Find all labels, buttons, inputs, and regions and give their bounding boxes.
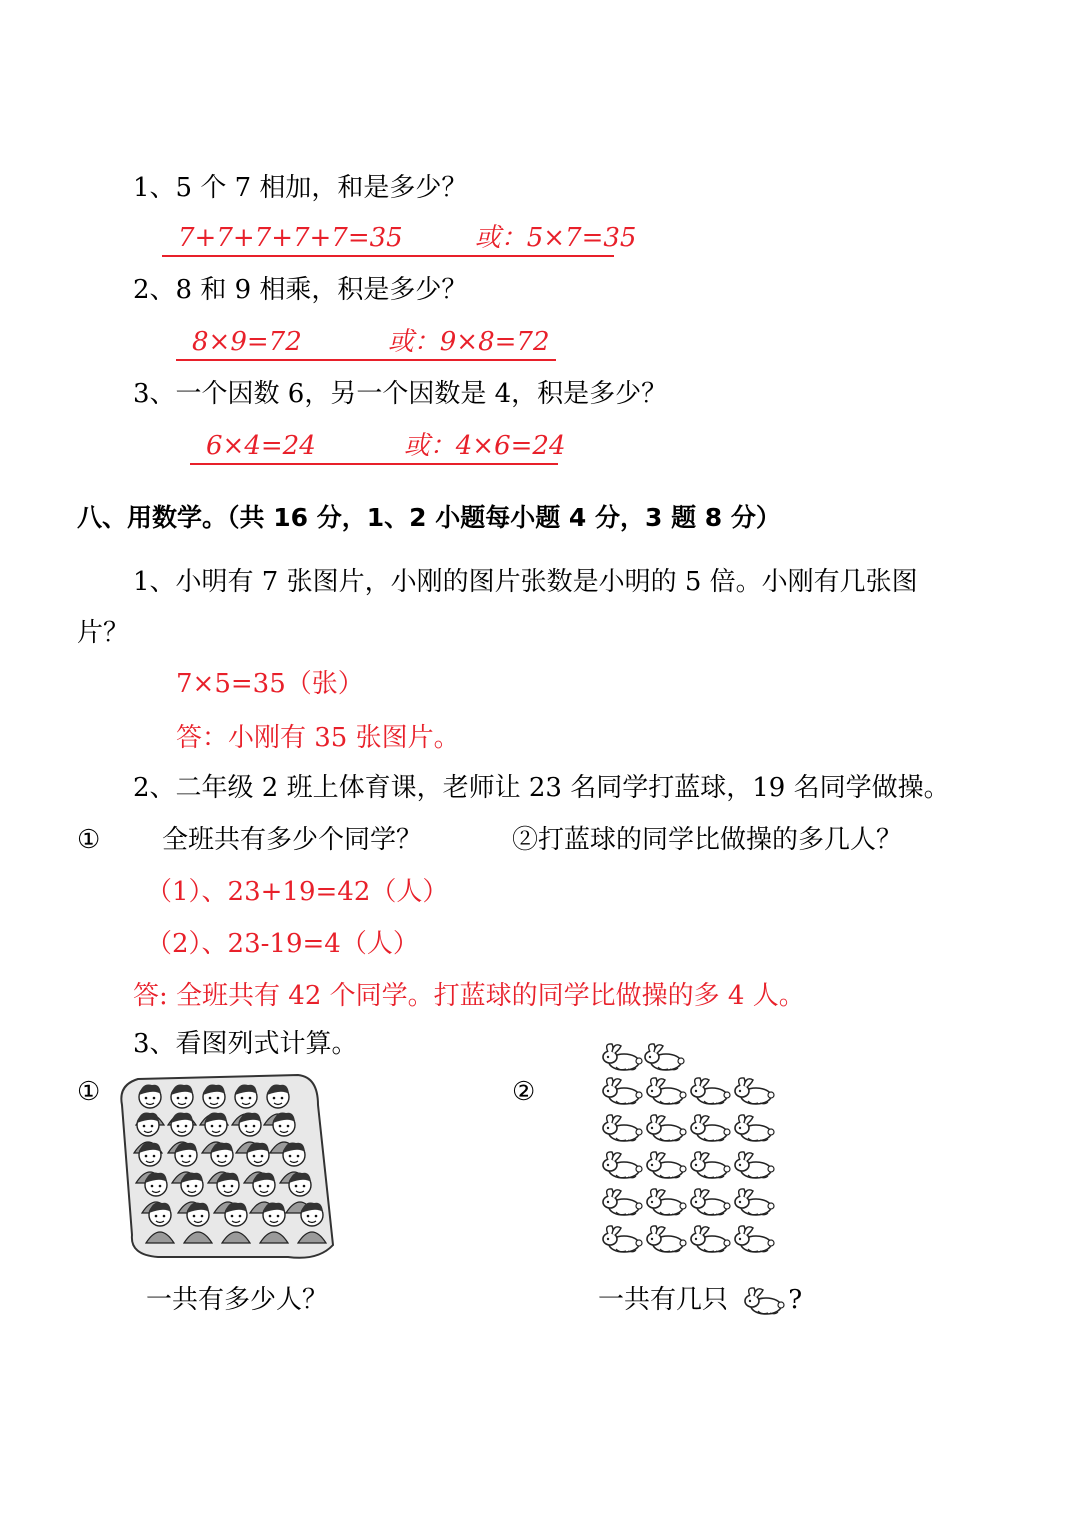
rabbit-icon	[645, 1044, 684, 1070]
rabbit-icon	[691, 1226, 730, 1252]
rabbit-icon	[691, 1152, 730, 1178]
rabbit-icon	[742, 1286, 788, 1316]
problem-2-sub2: ②打蓝球的同学比做操的多几人？	[512, 825, 903, 855]
picture-1-question: 一共有多少人？	[146, 1285, 329, 1315]
problem-2-sub1: 全班共有多少个同学？	[162, 825, 423, 855]
problem-2-calc2: （2）、23-19=4（人）	[146, 929, 419, 959]
picture-2-question-end: ?	[788, 1285, 803, 1315]
answer-3-a: 6×4=24	[206, 431, 316, 461]
problem-2-calc1: （1）、23+19=42（人）	[146, 877, 449, 907]
answer-2-a: 8×9=72	[192, 327, 302, 357]
problem-2-sub1-marker: ①	[77, 825, 101, 855]
rabbit-icon	[691, 1078, 730, 1104]
rabbit-icon	[735, 1152, 774, 1178]
problem-1-calc: 7×5=35（张）	[176, 669, 364, 699]
answer-3	[190, 430, 566, 465]
picture-2-question-text: 一共有几只	[598, 1285, 729, 1315]
problem-1-line2: 片？	[77, 618, 130, 648]
answer-3-b: 或：4×6=24	[403, 431, 566, 461]
rabbit-icon	[691, 1189, 730, 1215]
rabbit-icon	[603, 1189, 642, 1215]
rabbit-icon	[735, 1226, 774, 1252]
rabbit-icon	[647, 1152, 686, 1178]
question-2: 2、8 和 9 相乘，积是多少？	[133, 275, 468, 305]
rabbit-icon	[745, 1288, 784, 1314]
rabbit-icon	[603, 1226, 642, 1252]
answer-2-b: 或：9×8=72	[387, 327, 550, 357]
problem-3-text: 3、看图列式计算。	[133, 1029, 358, 1059]
question-3: 3、一个因数 6，另一个因数是 4，积是多少？	[133, 379, 668, 409]
problem-1-line1: 1、小明有 7 张图片，小刚的图片张数是小明的 5 倍。小刚有几张图	[133, 567, 918, 597]
rabbit-icon	[691, 1115, 730, 1141]
picture-2-marker: ②	[512, 1077, 536, 1107]
question-1: 1、5 个 7 相加，和是多少？	[133, 173, 468, 203]
picture-1-marker: ①	[77, 1077, 101, 1107]
answer-1-b: 或：5×7=35	[474, 223, 637, 253]
rabbit-icon	[647, 1226, 686, 1252]
rabbit-icon	[735, 1078, 774, 1104]
problem-1-answer: 答：小刚有 35 张图片。	[176, 723, 460, 753]
picture-2-question	[598, 1284, 802, 1316]
people-group-icon	[118, 1065, 338, 1265]
answer-1-a: 7+7+7+7+7=35	[178, 223, 403, 253]
rabbit-icon	[603, 1115, 642, 1141]
rabbit-icon	[603, 1044, 642, 1070]
rabbit-icon	[603, 1152, 642, 1178]
rabbit-icon	[603, 1078, 642, 1104]
rabbit-icon	[647, 1189, 686, 1215]
rabbit-grid	[598, 1038, 783, 1260]
answer-2	[176, 326, 556, 361]
problem-2-answer: 答: 全班共有 42 个同学。打蓝球的同学比做操的多 4 人。	[133, 981, 805, 1011]
problem-2-text: 2、二年级 2 班上体育课，老师让 23 名同学打蓝球，19 名同学做操。	[133, 773, 950, 803]
rabbit-icon	[647, 1078, 686, 1104]
rabbit-icon	[735, 1115, 774, 1141]
rabbit-icon	[647, 1115, 686, 1141]
rabbit-icon	[735, 1189, 774, 1215]
section-8-heading: 八、用数学。（共 16 分，1、2 小题每小题 4 分，3 题 8 分）	[77, 503, 781, 532]
answer-1	[162, 222, 637, 257]
